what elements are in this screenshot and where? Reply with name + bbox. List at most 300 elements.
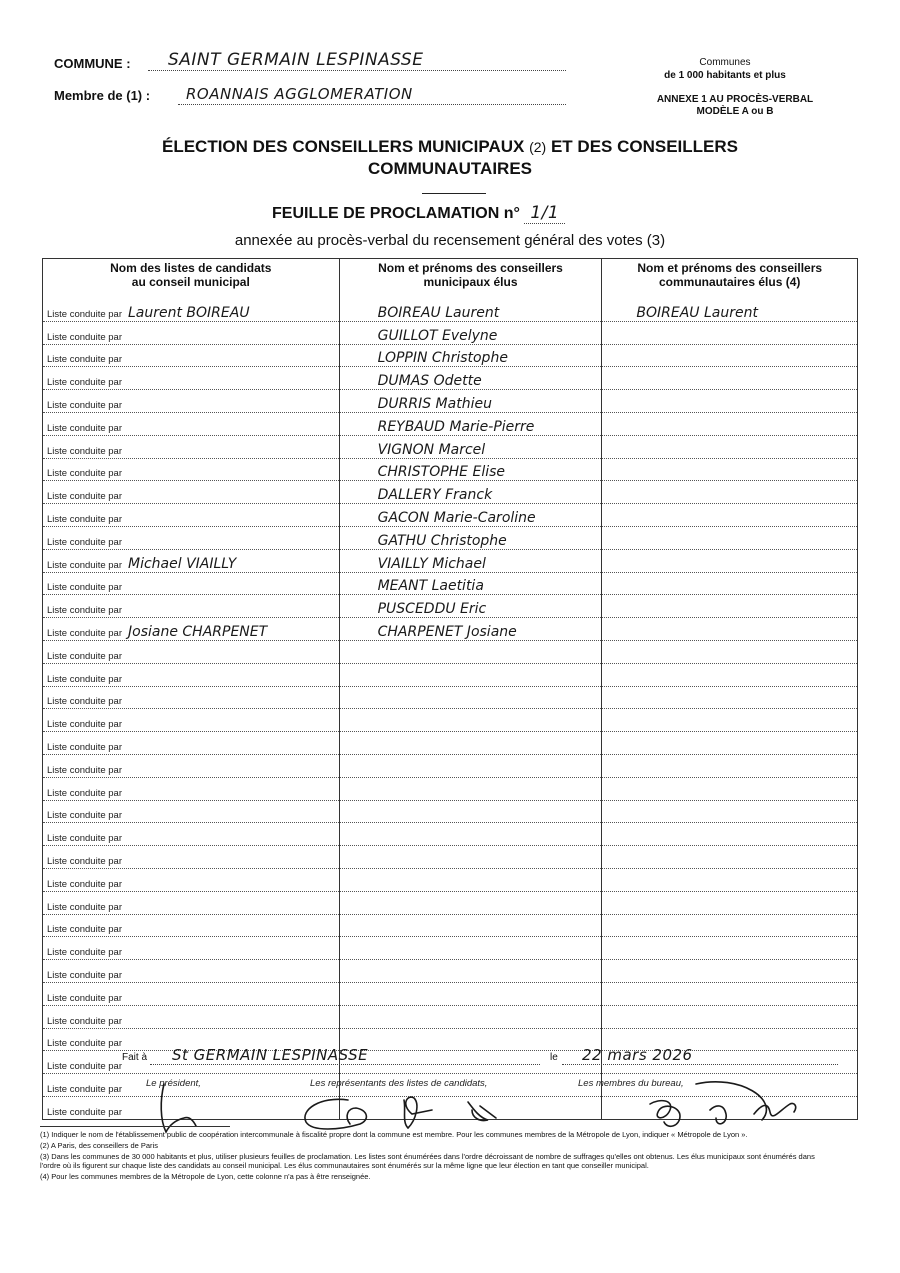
list-prefix-label: Liste conduite par bbox=[47, 992, 122, 1004]
list-leader-cell[interactable] bbox=[43, 800, 340, 823]
municipal-councillor-cell[interactable] bbox=[339, 1005, 602, 1028]
municipal-councillor-name bbox=[344, 920, 378, 936]
municipal-councillor-cell[interactable] bbox=[339, 504, 602, 527]
list-leader-name bbox=[122, 1080, 128, 1096]
municipal-councillor-cell[interactable] bbox=[339, 891, 602, 914]
municipal-councillor-cell[interactable] bbox=[339, 299, 602, 321]
list-leader-cell[interactable] bbox=[43, 982, 340, 1005]
community-councillor-cell[interactable] bbox=[602, 595, 858, 618]
community-councillor-name bbox=[606, 989, 636, 1005]
municipal-councillor-cell[interactable] bbox=[339, 321, 602, 344]
list-leader-name bbox=[122, 784, 128, 800]
community-councillor-name bbox=[606, 647, 636, 663]
community-councillor-cell[interactable] bbox=[602, 640, 858, 663]
list-leader-name bbox=[122, 943, 128, 959]
table-row bbox=[43, 846, 858, 869]
municipal-councillor-cell[interactable] bbox=[339, 914, 602, 937]
footnote-4: (4) Pour les communes membres de la Métropole de Lyon, cette colonne n'a pas à être renseignée. bbox=[40, 1172, 371, 1181]
municipal-councillor-cell[interactable] bbox=[339, 640, 602, 663]
table-row bbox=[43, 640, 858, 663]
table-row bbox=[43, 435, 858, 458]
list-leader-name bbox=[122, 419, 128, 435]
community-councillor-cell[interactable] bbox=[602, 618, 858, 641]
community-councillor-cell[interactable] bbox=[602, 937, 858, 960]
municipal-councillor-name bbox=[344, 670, 378, 686]
list-prefix-label: Liste conduite par bbox=[47, 513, 122, 525]
municipal-councillor-name bbox=[344, 738, 378, 754]
community-councillor-name bbox=[606, 624, 636, 640]
municipal-councillor-cell[interactable] bbox=[339, 390, 602, 413]
list-prefix-label: Liste conduite par bbox=[47, 855, 122, 867]
list-prefix-label: Liste conduite par bbox=[47, 787, 122, 799]
community-councillor-cell[interactable] bbox=[602, 846, 858, 869]
list-leader-name bbox=[122, 487, 128, 503]
le-value: 22 mars 2026 bbox=[582, 1046, 693, 1064]
list-prefix-label: Liste conduite par bbox=[47, 331, 122, 343]
community-councillor-cell[interactable] bbox=[602, 891, 858, 914]
list-leader-cell[interactable] bbox=[43, 299, 340, 321]
list-prefix-label: Liste conduite par bbox=[47, 833, 122, 845]
list-leader-name bbox=[122, 578, 128, 594]
municipal-councillor-name bbox=[344, 943, 378, 959]
municipal-councillor-name: GATHU Christophe bbox=[377, 532, 507, 549]
community-councillor-cell[interactable] bbox=[602, 800, 858, 823]
municipal-councillor-cell[interactable] bbox=[339, 937, 602, 960]
table-row bbox=[43, 891, 858, 914]
list-leader-cell[interactable] bbox=[43, 754, 340, 777]
representant-signature-2 bbox=[404, 1097, 432, 1128]
table-row bbox=[43, 299, 858, 321]
list-leader-name bbox=[122, 1034, 128, 1050]
col-header-communautaire: Nom et prénoms des conseillers communautaires élus (4) bbox=[602, 259, 858, 300]
title-line1-a: ÉLECTION DES CONSEILLERS MUNICIPAUX bbox=[161, 137, 525, 156]
list-leader-name bbox=[122, 328, 128, 344]
municipal-councillor-name: MEANT Laetitia bbox=[377, 578, 484, 595]
fait-a-label: Fait à bbox=[122, 1052, 148, 1063]
community-councillor-cell[interactable] bbox=[602, 412, 858, 435]
community-councillor-cell[interactable] bbox=[602, 367, 858, 390]
membres-caption: Les membres du bureau, bbox=[578, 1078, 684, 1089]
community-councillor-cell[interactable] bbox=[602, 686, 858, 709]
list-prefix-label: Liste conduite par bbox=[47, 354, 122, 366]
municipal-councillor-name bbox=[344, 829, 378, 845]
municipal-councillor-cell[interactable] bbox=[339, 982, 602, 1005]
municipal-councillor-cell[interactable] bbox=[339, 344, 602, 367]
community-councillor-name bbox=[606, 692, 636, 708]
municipal-councillor-cell[interactable] bbox=[339, 823, 602, 846]
community-councillor-cell[interactable] bbox=[602, 732, 858, 755]
list-leader-cell[interactable] bbox=[43, 435, 340, 458]
commune-category bbox=[660, 56, 790, 82]
municipal-councillor-name: DALLERY Franck bbox=[377, 487, 493, 504]
le-label: le bbox=[550, 1052, 558, 1063]
list-leader-cell[interactable] bbox=[43, 663, 340, 686]
municipal-councillor-cell[interactable] bbox=[339, 732, 602, 755]
annexe-block bbox=[630, 94, 840, 118]
table-row bbox=[43, 754, 858, 777]
list-prefix-label: Liste conduite par bbox=[47, 764, 122, 776]
list-leader-cell[interactable] bbox=[43, 1005, 340, 1028]
title-divider bbox=[422, 193, 486, 194]
list-leader-name bbox=[122, 464, 128, 480]
list-leader-cell[interactable] bbox=[43, 504, 340, 527]
municipal-councillor-cell[interactable] bbox=[339, 526, 602, 549]
municipal-councillor-name: GUILLOT Evelyne bbox=[377, 327, 498, 344]
community-councillor-name bbox=[606, 464, 636, 480]
list-leader-name bbox=[122, 533, 128, 549]
municipal-councillor-cell[interactable] bbox=[339, 846, 602, 869]
representant-signature-1 bbox=[305, 1099, 366, 1129]
community-councillor-name bbox=[606, 1012, 636, 1028]
list-leader-cell[interactable] bbox=[43, 390, 340, 413]
community-councillor-name bbox=[606, 487, 636, 503]
table-row bbox=[43, 412, 858, 435]
community-councillor-cell[interactable] bbox=[602, 777, 858, 800]
list-prefix-label: Liste conduite par bbox=[47, 491, 122, 503]
community-councillor-name bbox=[606, 601, 636, 617]
community-councillor-name bbox=[606, 670, 636, 686]
municipal-councillor-name bbox=[344, 647, 378, 663]
col-header-lists: Nom des listes de candidats au conseil municipal bbox=[43, 259, 340, 300]
municipal-councillor-name: VIAILLY Michael bbox=[377, 555, 486, 572]
municipal-councillor-name: VIGNON Marcel bbox=[377, 441, 486, 458]
list-leader-name bbox=[122, 1012, 128, 1028]
table-body bbox=[43, 299, 858, 1119]
community-councillor-name bbox=[606, 373, 636, 389]
list-prefix-label: Liste conduite par bbox=[47, 559, 122, 571]
table-row bbox=[43, 549, 858, 572]
municipal-councillor-cell[interactable] bbox=[339, 367, 602, 390]
list-leader-cell[interactable] bbox=[43, 458, 340, 481]
list-prefix-label: Liste conduite par bbox=[47, 468, 122, 480]
municipal-councillor-cell[interactable] bbox=[339, 868, 602, 891]
representant-signature-3 bbox=[468, 1102, 496, 1121]
commune-label: COMMUNE : bbox=[54, 56, 131, 71]
community-councillor-cell[interactable] bbox=[602, 299, 858, 321]
table-row bbox=[43, 823, 858, 846]
table-row bbox=[43, 367, 858, 390]
community-councillor-cell[interactable] bbox=[602, 709, 858, 732]
list-leader-name bbox=[122, 829, 128, 845]
municipal-councillor-name bbox=[344, 715, 378, 731]
municipal-councillor-name bbox=[344, 806, 378, 822]
list-leader-name bbox=[122, 396, 128, 412]
list-leader-cell[interactable] bbox=[43, 344, 340, 367]
list-leader-name bbox=[122, 920, 128, 936]
municipal-councillor-name bbox=[344, 1012, 378, 1028]
municipal-councillor-name bbox=[344, 761, 378, 777]
list-leader-cell[interactable] bbox=[43, 549, 340, 572]
table-row bbox=[43, 618, 858, 641]
municipal-councillor-cell[interactable] bbox=[339, 709, 602, 732]
community-councillor-name bbox=[606, 328, 636, 344]
municipal-councillor-name: BOIREAU Laurent bbox=[377, 304, 500, 321]
list-prefix-label: Liste conduite par bbox=[47, 582, 122, 594]
municipal-councillor-cell[interactable] bbox=[339, 458, 602, 481]
list-leader-cell[interactable] bbox=[43, 937, 340, 960]
list-prefix-label: Liste conduite par bbox=[47, 536, 122, 548]
list-leader-cell[interactable] bbox=[43, 321, 340, 344]
title-line1-b: ET DES CONSEILLERS bbox=[550, 137, 738, 156]
community-councillor-cell[interactable] bbox=[602, 572, 858, 595]
list-leader-cell[interactable] bbox=[43, 640, 340, 663]
proclamation-table bbox=[42, 258, 858, 1120]
list-leader-cell[interactable] bbox=[43, 595, 340, 618]
fait-a-value: St GERMAIN LESPINASSE bbox=[172, 1046, 369, 1064]
list-leader-name bbox=[122, 738, 128, 754]
list-prefix-label: Liste conduite par bbox=[47, 399, 122, 411]
municipal-councillor-name: CHARPENET Josiane bbox=[377, 623, 517, 640]
community-councillor-name bbox=[606, 966, 636, 982]
list-leader-name: Michael VIAILLY bbox=[128, 555, 237, 572]
community-councillor-cell[interactable] bbox=[602, 868, 858, 891]
table-row bbox=[43, 504, 858, 527]
president-signature bbox=[161, 1084, 196, 1132]
table-row bbox=[43, 982, 858, 1005]
list-leader-name bbox=[122, 806, 128, 822]
community-councillor-name bbox=[606, 578, 636, 594]
membre-label: Membre de (1) : bbox=[54, 88, 151, 103]
municipal-councillor-name: GACON Marie-Caroline bbox=[377, 509, 536, 526]
list-prefix-label: Liste conduite par bbox=[47, 947, 122, 959]
commune-value: SAINT GERMAIN LESPINASSE bbox=[168, 50, 424, 70]
community-councillor-name bbox=[606, 875, 636, 891]
municipal-councillor-cell[interactable] bbox=[339, 686, 602, 709]
table-header-row bbox=[43, 259, 858, 300]
list-leader-name bbox=[122, 510, 128, 526]
list-leader-name bbox=[122, 350, 128, 366]
municipal-councillor-cell[interactable] bbox=[339, 754, 602, 777]
list-leader-cell[interactable] bbox=[43, 891, 340, 914]
community-councillor-name bbox=[606, 350, 636, 366]
fait-a-field bbox=[150, 1046, 540, 1065]
bureau-signature-1 bbox=[650, 1101, 680, 1127]
footnote-3: (3) Dans les communes de 30 000 habitants et plus, utiliser plusieurs feuilles de proclamation. Les listes sont énumérées dans l'ordre décroissant de nombre de suffrages qu'elles ont obtenus. Les élus municipaux sont énumérés dans l'ordre où ils figurent sur chaque liste des candidats au conseil municipal. Les élus communautaires sont énumérés sur la même ligne que leur élection en tant que conseiller municipal. bbox=[40, 1152, 815, 1170]
page-title bbox=[60, 136, 840, 180]
community-councillor-cell[interactable] bbox=[602, 504, 858, 527]
community-councillor-cell[interactable] bbox=[602, 390, 858, 413]
list-leader-name bbox=[122, 966, 128, 982]
bureau-signature-2 bbox=[696, 1082, 766, 1124]
list-leader-cell[interactable] bbox=[43, 709, 340, 732]
municipal-councillor-name bbox=[344, 966, 378, 982]
municipal-councillor-cell[interactable] bbox=[339, 800, 602, 823]
list-leader-cell[interactable] bbox=[43, 960, 340, 983]
list-leader-cell[interactable] bbox=[43, 823, 340, 846]
community-councillor-cell[interactable] bbox=[602, 823, 858, 846]
list-leader-name: Laurent BOIREAU bbox=[128, 304, 250, 321]
municipal-councillor-cell[interactable] bbox=[339, 481, 602, 504]
municipal-councillor-cell[interactable] bbox=[339, 412, 602, 435]
list-prefix-label: Liste conduite par bbox=[47, 308, 122, 320]
list-leader-cell[interactable] bbox=[43, 412, 340, 435]
list-leader-name: Josiane CHARPENET bbox=[128, 623, 268, 640]
footnote-2: (2) A Paris, des conseillers de Paris bbox=[40, 1141, 158, 1150]
community-councillor-cell[interactable] bbox=[602, 960, 858, 983]
list-prefix-label: Liste conduite par bbox=[47, 1061, 122, 1073]
municipal-councillor-cell[interactable] bbox=[339, 595, 602, 618]
community-councillor-name bbox=[606, 784, 636, 800]
list-prefix-label: Liste conduite par bbox=[47, 377, 122, 389]
community-councillor-name bbox=[606, 852, 636, 868]
list-prefix-label: Liste conduite par bbox=[47, 422, 122, 434]
list-leader-cell[interactable] bbox=[43, 526, 340, 549]
table-row bbox=[43, 572, 858, 595]
list-prefix-label: Liste conduite par bbox=[47, 605, 122, 617]
municipal-councillor-cell[interactable] bbox=[339, 549, 602, 572]
list-leader-name bbox=[122, 442, 128, 458]
commune-field bbox=[148, 48, 566, 71]
president-caption: Le président, bbox=[146, 1078, 201, 1089]
table-row bbox=[43, 960, 858, 983]
list-prefix-label: Liste conduite par bbox=[47, 901, 122, 913]
municipal-councillor-cell[interactable] bbox=[339, 663, 602, 686]
list-leader-name bbox=[122, 898, 128, 914]
list-prefix-label: Liste conduite par bbox=[47, 696, 122, 708]
community-councillor-name bbox=[606, 533, 636, 549]
municipal-councillor-name: CHRISTOPHE Elise bbox=[377, 464, 506, 481]
representants-caption: Les représentants des listes de candidats, bbox=[310, 1078, 488, 1089]
table-row bbox=[43, 1005, 858, 1028]
municipal-councillor-name bbox=[344, 692, 378, 708]
title-line1-ref: (2) bbox=[529, 139, 547, 155]
community-councillor-name bbox=[606, 806, 636, 822]
list-leader-name bbox=[122, 852, 128, 868]
community-councillor-name bbox=[606, 898, 636, 914]
municipal-councillor-cell[interactable] bbox=[339, 777, 602, 800]
list-prefix-label: Liste conduite par bbox=[47, 1083, 122, 1095]
list-prefix-label: Liste conduite par bbox=[47, 719, 122, 731]
community-councillor-cell[interactable] bbox=[602, 754, 858, 777]
list-leader-cell[interactable] bbox=[43, 367, 340, 390]
list-prefix-label: Liste conduite par bbox=[47, 810, 122, 822]
list-prefix-label: Liste conduite par bbox=[47, 1038, 122, 1050]
footnotes bbox=[40, 1130, 830, 1181]
list-leader-name bbox=[122, 647, 128, 663]
list-leader-cell[interactable] bbox=[43, 572, 340, 595]
list-prefix-label: Liste conduite par bbox=[47, 878, 122, 890]
municipal-councillor-name: DURRIS Mathieu bbox=[377, 395, 492, 412]
table-row bbox=[43, 800, 858, 823]
municipal-councillor-name bbox=[344, 875, 378, 891]
table-row bbox=[43, 595, 858, 618]
table-row bbox=[43, 481, 858, 504]
community-councillor-cell[interactable] bbox=[602, 435, 858, 458]
table-row bbox=[43, 709, 858, 732]
list-leader-cell[interactable] bbox=[43, 914, 340, 937]
community-councillor-cell[interactable] bbox=[602, 321, 858, 344]
category-line1: Communes bbox=[699, 57, 751, 68]
list-leader-name bbox=[122, 601, 128, 617]
municipal-councillor-name: REYBAUD Marie-Pierre bbox=[377, 418, 535, 435]
table-row bbox=[43, 686, 858, 709]
page-subtitle: annexée au procès-verbal du recensement général des votes (3) bbox=[234, 232, 666, 249]
list-leader-cell[interactable] bbox=[43, 481, 340, 504]
list-prefix-label: Liste conduite par bbox=[47, 969, 122, 981]
community-councillor-cell[interactable] bbox=[602, 526, 858, 549]
list-leader-name bbox=[122, 1103, 128, 1119]
list-prefix-label: Liste conduite par bbox=[47, 650, 122, 662]
footnote-1: (1) Indiquer le nom de l'établissement public de coopération intercommunale à fiscalité propre dont la commune est membre. Pour les communes membres de la Métropole de Lyon, indiquer « Métropole de Lyon ». bbox=[40, 1130, 748, 1139]
table-row bbox=[43, 344, 858, 367]
col-header-municipal: Nom et prénoms des conseillers municipaux élus bbox=[339, 259, 602, 300]
membre-value: ROANNAIS AGGLOMERATION bbox=[186, 85, 413, 103]
municipal-councillor-name bbox=[344, 852, 378, 868]
community-councillor-name bbox=[606, 829, 636, 845]
list-leader-cell[interactable] bbox=[43, 846, 340, 869]
community-councillor-cell[interactable] bbox=[602, 1005, 858, 1028]
table-row bbox=[43, 914, 858, 937]
list-prefix-label: Liste conduite par bbox=[47, 741, 122, 753]
feuille-number: 1/1 bbox=[524, 203, 565, 224]
list-leader-cell[interactable] bbox=[43, 686, 340, 709]
municipal-councillor-cell[interactable] bbox=[339, 435, 602, 458]
community-councillor-name bbox=[606, 510, 636, 526]
list-leader-name bbox=[122, 670, 128, 686]
notes-divider bbox=[40, 1126, 230, 1127]
le-field bbox=[562, 1046, 838, 1065]
municipal-councillor-cell[interactable] bbox=[339, 960, 602, 983]
list-leader-cell[interactable] bbox=[43, 868, 340, 891]
community-councillor-cell[interactable] bbox=[602, 481, 858, 504]
table-row bbox=[43, 663, 858, 686]
list-prefix-label: Liste conduite par bbox=[47, 1015, 122, 1027]
table-row bbox=[43, 732, 858, 755]
table-row bbox=[43, 458, 858, 481]
feuille-heading bbox=[272, 203, 565, 223]
municipal-councillor-name: PUSCEDDU Eric bbox=[377, 601, 487, 618]
list-leader-name bbox=[122, 692, 128, 708]
municipal-councillor-cell[interactable] bbox=[339, 618, 602, 641]
community-councillor-cell[interactable] bbox=[602, 663, 858, 686]
table-row bbox=[43, 937, 858, 960]
list-leader-name bbox=[122, 875, 128, 891]
table-row bbox=[43, 390, 858, 413]
list-leader-cell[interactable] bbox=[43, 732, 340, 755]
community-councillor-name bbox=[606, 556, 636, 572]
list-leader-name bbox=[122, 989, 128, 1005]
community-councillor-cell[interactable] bbox=[602, 344, 858, 367]
list-leader-name bbox=[122, 715, 128, 731]
community-councillor-cell[interactable] bbox=[602, 458, 858, 481]
municipal-councillor-name: DUMAS Odette bbox=[377, 373, 482, 390]
municipal-councillor-name bbox=[344, 989, 378, 1005]
table-row bbox=[43, 321, 858, 344]
list-leader-cell[interactable] bbox=[43, 618, 340, 641]
municipal-councillor-cell[interactable] bbox=[339, 572, 602, 595]
feuille-label: FEUILLE DE PROCLAMATION n° bbox=[272, 205, 520, 222]
list-leader-name bbox=[122, 761, 128, 777]
community-councillor-name bbox=[606, 419, 636, 435]
community-councillor-cell[interactable] bbox=[602, 549, 858, 572]
list-prefix-label: Liste conduite par bbox=[47, 1106, 122, 1118]
table-row bbox=[43, 777, 858, 800]
municipal-councillor-name bbox=[344, 784, 378, 800]
list-leader-cell[interactable] bbox=[43, 777, 340, 800]
list-prefix-label: Liste conduite par bbox=[47, 445, 122, 457]
community-councillor-name: BOIREAU Laurent bbox=[636, 304, 758, 321]
category-line2: de 1 000 habitants et plus bbox=[664, 70, 786, 81]
community-councillor-name bbox=[606, 738, 636, 754]
municipal-councillor-name bbox=[344, 898, 378, 914]
annexe-line1: ANNEXE 1 AU PROCÈS-VERBAL bbox=[656, 94, 814, 105]
community-councillor-name bbox=[606, 761, 636, 777]
community-councillor-cell[interactable] bbox=[602, 982, 858, 1005]
community-councillor-cell[interactable] bbox=[602, 914, 858, 937]
table-row bbox=[43, 526, 858, 549]
list-prefix-label: Liste conduite par bbox=[47, 673, 122, 685]
membre-field bbox=[178, 82, 566, 105]
